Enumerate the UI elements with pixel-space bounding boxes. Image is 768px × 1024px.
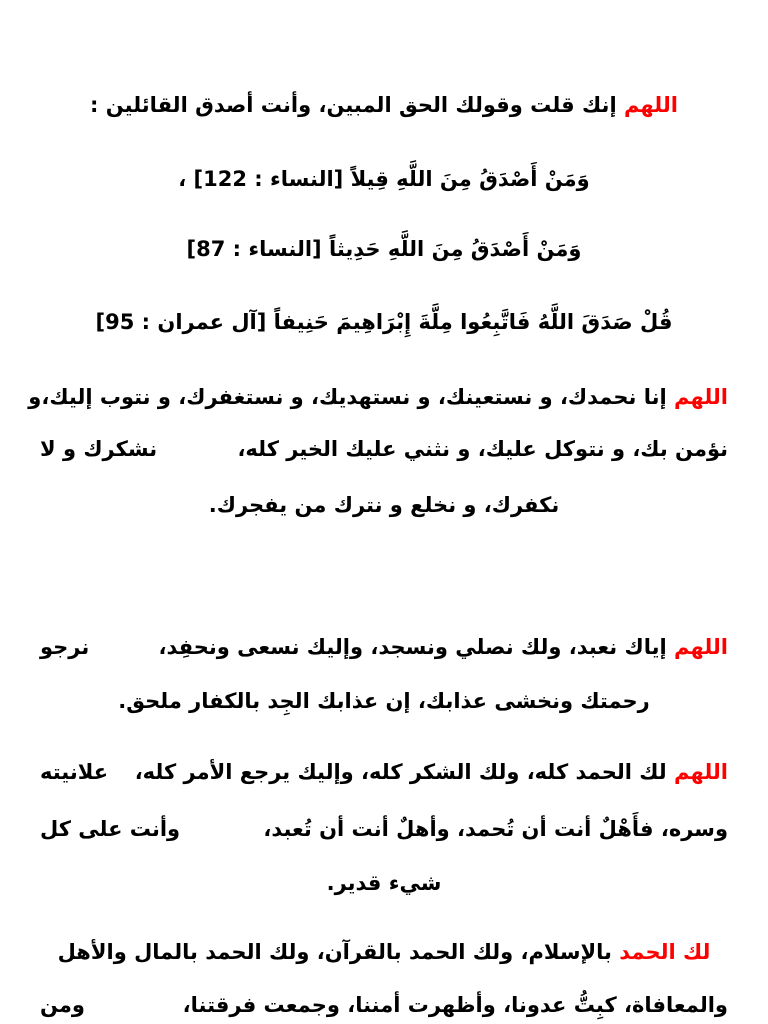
verse-line-2 <box>40 232 728 266</box>
line-text: إياك نعبد، ولك نصلي ونسجد، وإليك نسعى ونحفِد، <box>158 635 674 659</box>
prayer-line-8 <box>40 812 728 846</box>
line-end-text: علانيته <box>40 760 109 784</box>
line-end-text: نرجو <box>40 635 90 659</box>
prayer-line-2 <box>28 380 728 414</box>
line-text: رحمتك ونخشى عذابك، إن عذابك الجِد بالكفار ملحق. <box>118 689 650 713</box>
prayer-line-9 <box>40 866 728 900</box>
prayer-line-7 <box>40 755 728 789</box>
prayer-line-10 <box>40 935 728 969</box>
prayer-line-4 <box>40 488 728 522</box>
prayer-line-5 <box>40 630 728 664</box>
highlight-word: اللهم <box>674 760 728 784</box>
prayer-line-6 <box>40 684 728 718</box>
line-text: إنا نحمدك، و نستعينك، و نستهديك، و نستغفرك، و نتوب إليك، <box>41 385 674 409</box>
prayer-line-1 <box>40 88 728 122</box>
highlight-word: لك الحمد <box>619 940 711 964</box>
verse-line-1 <box>40 162 728 196</box>
line-text: وَمَنْ أَصْدَقُ مِنَ اللَّهِ قِيلاً [النساء : 122] ، <box>178 167 590 191</box>
line-text: وَمَنْ أَصْدَقُ مِنَ اللَّهِ حَدِيثاً [النساء : 87] <box>186 237 582 261</box>
line-end-text: نشكرك و لا <box>40 437 158 461</box>
line-text: والمعافاة، كبِتُّ عدونا، وأظهرت أمننا، وجمعت فرقتنا، <box>182 993 728 1017</box>
line-text: بالإسلام، ولك الحمد بالقرآن، ولك الحمد بالمال والأهل <box>57 940 620 964</box>
line-end-text: و <box>28 385 42 409</box>
line-text: نؤمن بك، و نتوكل عليك، و نثني عليك الخير كله، <box>237 437 728 461</box>
line-text: قُلْ صَدَقَ اللَّهُ فَاتَّبِعُوا مِلَّةَ إِبْرَاهِيمَ حَنِيفاً [آل عمران : 95] <box>95 310 673 334</box>
highlight-word: اللهم <box>674 385 728 409</box>
prayer-line-3 <box>40 432 728 466</box>
highlight-word: اللهم <box>623 93 678 117</box>
line-text: لك الحمد كله، ولك الشكر كله، وإليك يرجع الأمر كله، <box>134 760 674 784</box>
line-end-text: ومن <box>40 993 85 1017</box>
verse-line-3 <box>40 305 728 339</box>
prayer-line-11 <box>40 988 728 1022</box>
line-text: شيء قدير. <box>326 871 442 895</box>
highlight-word: اللهم <box>674 635 728 659</box>
line-text: وسره، فأَهْلٌ أنت أن تُحمد، وأهلٌ أنت أن تُعبد، <box>263 817 728 841</box>
line-text: نكفرك، و نخلع و نترك من يفجرك. <box>208 493 560 517</box>
line-end-text: وأنت على كل <box>40 817 181 841</box>
line-text: إنك قلت وقولك الحق المبين، وأنت أصدق القائلين : <box>90 93 624 117</box>
